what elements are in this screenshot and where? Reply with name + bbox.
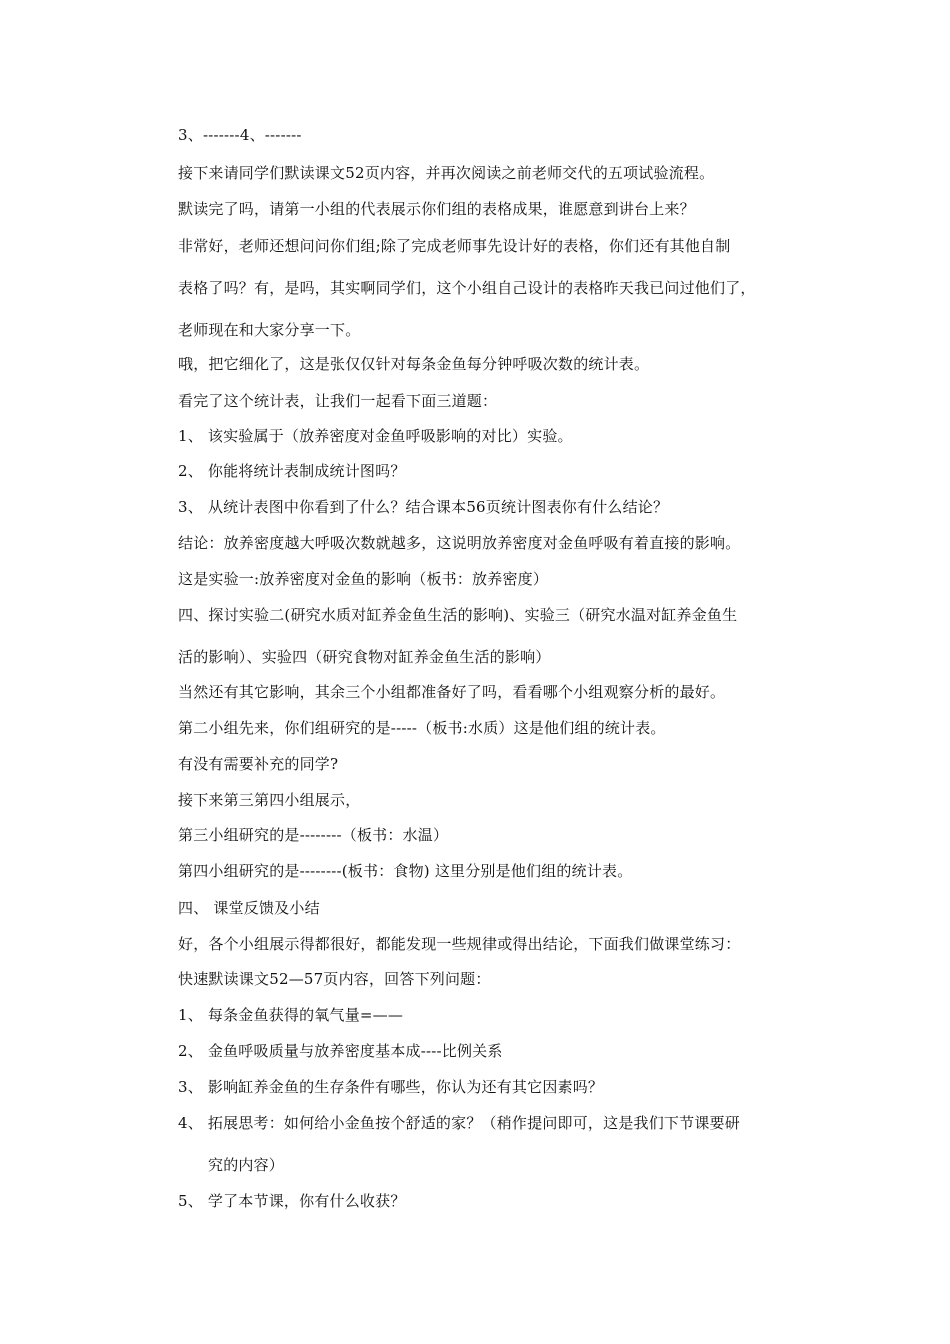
- question-item-5: 5、 学了本节课，你有什么收获？: [178, 1192, 406, 1210]
- text-line-1: 3、-------4、-------: [178, 126, 302, 144]
- text-line-7: 哦，把它细化了，这是张仅仅针对每条金鱼每分钟呼吸次数的统计表。: [178, 355, 650, 373]
- text-line-group-four: 第四小组研究的是--------(板书：食物) 这里分别是他们组的统计表。: [178, 862, 633, 880]
- text-line-5: 表格了吗？有，是吗，其实啊同学们，这个小组自己设计的表格昨天我已问过他们了，: [178, 279, 756, 297]
- text-line-4: 非常好，老师还想问问你们组;除了完成老师事先设计好的表格，你们还有其他自制: [178, 237, 731, 255]
- text-line-feedback: 好，各个小组展示得都很好，都能发现一些规律或得出结论，下面我们做课堂练习：: [178, 935, 741, 953]
- text-line-8: 看完了这个统计表，让我们一起看下面三道题：: [178, 392, 498, 410]
- section-heading-four-b: 四、 课堂反馈及小结: [178, 899, 320, 917]
- section-heading-four-a-cont: 活的影响）、实验四（研究食物对缸养金鱼生活的影响）: [178, 648, 551, 666]
- text-line-supplement: 有没有需要补充的同学?: [178, 755, 339, 773]
- question-item-4: 4、 拓展思考：如何给小金鱼按个舒适的家？（稍作提问即可，这是我们下节课要研: [178, 1114, 740, 1132]
- list-item-2: 2、 你能将统计表制成统计图吗？: [178, 462, 406, 480]
- text-line-other-effects: 当然还有其它影响，其余三个小组都准备好了吗，看看哪个小组观察分析的最好。: [178, 683, 726, 701]
- text-line-6: 老师现在和大家分享一下。: [178, 321, 361, 339]
- text-line-group-three: 第三小组研究的是--------（板书：水温）: [178, 826, 449, 844]
- question-item-1: 1、 每条金鱼获得的氧气量=——: [178, 1006, 404, 1024]
- list-item-3: 3、 从统计表图中你看到了什么？结合课本56页统计图表你有什么结论？: [178, 498, 669, 516]
- text-line-quick-read: 快速默读课文52—57页内容，回答下列问题：: [178, 970, 491, 988]
- question-item-3: 3、 影响缸养金鱼的生存条件有哪些，你认为还有其它因素吗？: [178, 1078, 604, 1096]
- text-line-group-two: 第二小组先来，你们组研究的是-----（板书:水质）这是他们组的统计表。: [178, 719, 666, 737]
- question-item-2: 2、 金鱼呼吸质量与放养密度基本成----比例关系: [178, 1042, 503, 1060]
- text-line-3: 默读完了吗，请第一小组的代表展示你们组的表格成果，谁愿意到讲台上来？: [178, 200, 695, 218]
- list-item-1: 1、 该实验属于（放养密度对金鱼呼吸影响的对比）实验。: [178, 427, 573, 445]
- text-line-conclusion: 结论：放养密度越大呼吸次数就越多，这说明放养密度对金鱼呼吸有着直接的影响。: [178, 534, 741, 552]
- text-line-experiment-one: 这是实验一:放养密度对金鱼的影响（板书：放养密度）: [178, 570, 549, 588]
- question-item-4-cont: 究的内容）: [208, 1156, 285, 1174]
- text-line-groups-three-four: 接下来第三第四小组展示，: [178, 791, 361, 809]
- section-heading-four-a: 四、探讨实验二(研究水质对缸养金鱼生活的影响)、实验三（研究水温对缸养金鱼生: [178, 606, 738, 624]
- text-line-2: 接下来请同学们默读课文52页内容，并再次阅读之前老师交代的五项试验流程。: [178, 164, 715, 182]
